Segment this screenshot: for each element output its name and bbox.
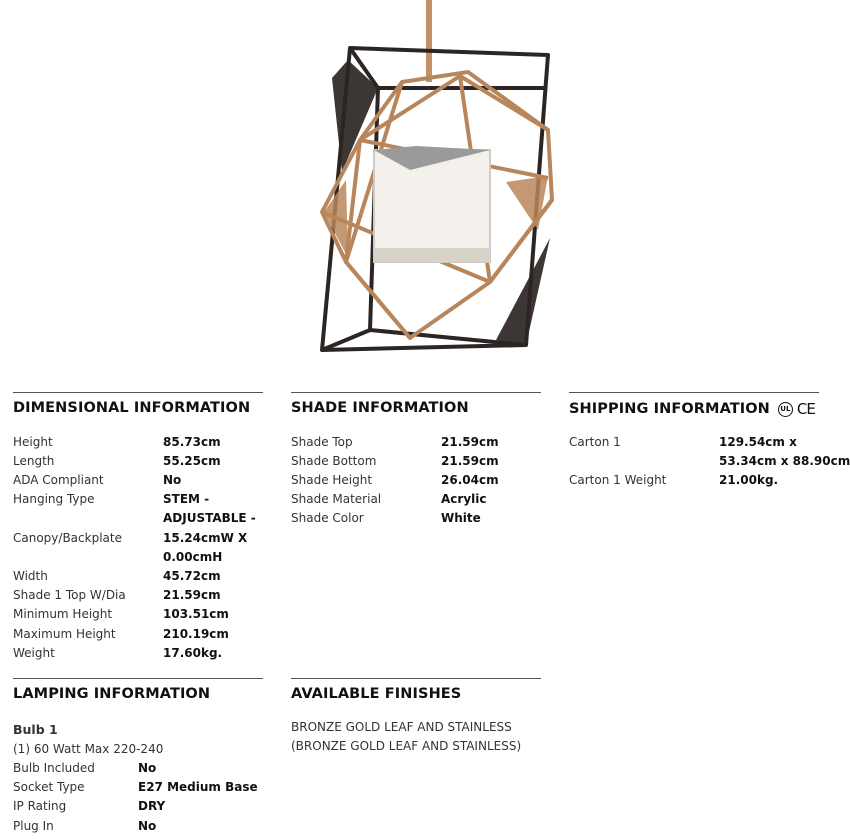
dark-panel-right: [496, 238, 550, 345]
product-image: [300, 0, 560, 360]
spec-value: 15.24cmW X: [163, 531, 248, 545]
spec-label: Socket Type: [13, 780, 85, 794]
spec-label: Weight: [13, 646, 55, 660]
spec-label: Shade Bottom: [291, 454, 377, 468]
spec-value: 21.59cm: [441, 435, 499, 449]
shade: [374, 150, 490, 262]
divider: [291, 392, 541, 393]
spec-value: 85.73cm: [163, 435, 221, 449]
finish-item: (BRONZE GOLD LEAF AND STAINLESS): [291, 739, 522, 753]
spec-value-cont: ADJUSTABLE -: [163, 511, 256, 525]
stem: [426, 0, 432, 82]
ce-mark-icon: CE: [796, 400, 815, 418]
spec-value-cont: 0.00cmH: [163, 550, 223, 564]
dimensional-title: DIMENSIONAL INFORMATION: [13, 400, 251, 416]
spec-value: Acrylic: [441, 492, 487, 506]
dimensional-section: [13, 392, 263, 416]
spec-label: ADA Compliant: [13, 473, 104, 487]
shipping-title-row: [569, 400, 819, 418]
spec-value: 21.00kg.: [719, 473, 779, 487]
spec-value: DRY: [138, 799, 166, 813]
spec-value-cont: 53.34cm x 88.90cm: [719, 454, 850, 468]
spec-value: 45.72cm: [163, 569, 221, 583]
spec-label: Canopy/Backplate: [13, 531, 122, 545]
shade-title: SHADE INFORMATION: [291, 400, 469, 416]
spec-label: Plug In: [13, 819, 54, 833]
spec-label: Shade Color: [291, 511, 364, 525]
spec-label: Shade 1 Top W/Dia: [13, 588, 126, 602]
certifications: [778, 400, 815, 418]
lamping-title: LAMPING INFORMATION: [13, 686, 211, 702]
spec-value: E27 Medium Base: [138, 780, 258, 794]
spec-label: Width: [13, 569, 48, 583]
spec-value: STEM -: [163, 492, 210, 506]
spec-value: 21.59cm: [163, 588, 221, 602]
spec-value: No: [163, 473, 182, 487]
spec-value: No: [138, 761, 157, 775]
bulb-description: (1) 60 Watt Max 220-240: [13, 742, 164, 756]
spec-label: Minimum Height: [13, 607, 113, 621]
shipping-title: SHIPPING INFORMATION: [569, 401, 770, 417]
spec-label: Shade Material: [291, 492, 382, 506]
finishes-title: AVAILABLE FINISHES: [291, 686, 462, 702]
lamping-section: [13, 678, 263, 702]
spec-label: Length: [13, 454, 55, 468]
spec-label: Shade Top: [291, 435, 353, 449]
bulb-title: Bulb 1: [13, 722, 58, 737]
spec-value: 103.51cm: [163, 607, 229, 621]
divider: [291, 678, 541, 679]
spec-label: Bulb Included: [13, 761, 95, 775]
ul-listed-icon: UL: [778, 402, 793, 417]
spec-label: Maximum Height: [13, 627, 116, 641]
divider: [13, 678, 263, 679]
spec-label: IP Rating: [13, 799, 67, 813]
spec-value: 17.60kg.: [163, 646, 223, 660]
finishes-list: [291, 718, 521, 756]
finishes-section: [291, 678, 541, 702]
spec-value: 129.54cm x: [719, 435, 797, 449]
spec-label: Height: [13, 435, 53, 449]
spec-value: 210.19cm: [163, 627, 229, 641]
shipping-section: [569, 392, 819, 418]
finish-item: BRONZE GOLD LEAF AND STAINLESS: [291, 720, 512, 734]
shade-section: [291, 392, 541, 416]
spec-value: 26.04cm: [441, 473, 499, 487]
divider: [569, 392, 819, 393]
gold-panel-right: [506, 176, 548, 230]
spec-label: Carton 1: [569, 435, 621, 449]
spec-value: White: [441, 511, 481, 525]
spec-value: 21.59cm: [441, 454, 499, 468]
spec-value: No: [138, 819, 157, 833]
divider: [13, 392, 263, 393]
spec-label: Shade Height: [291, 473, 373, 487]
spec-label: Carton 1 Weight: [569, 473, 667, 487]
spec-value: 55.25cm: [163, 454, 221, 468]
spec-label: Hanging Type: [13, 492, 95, 506]
